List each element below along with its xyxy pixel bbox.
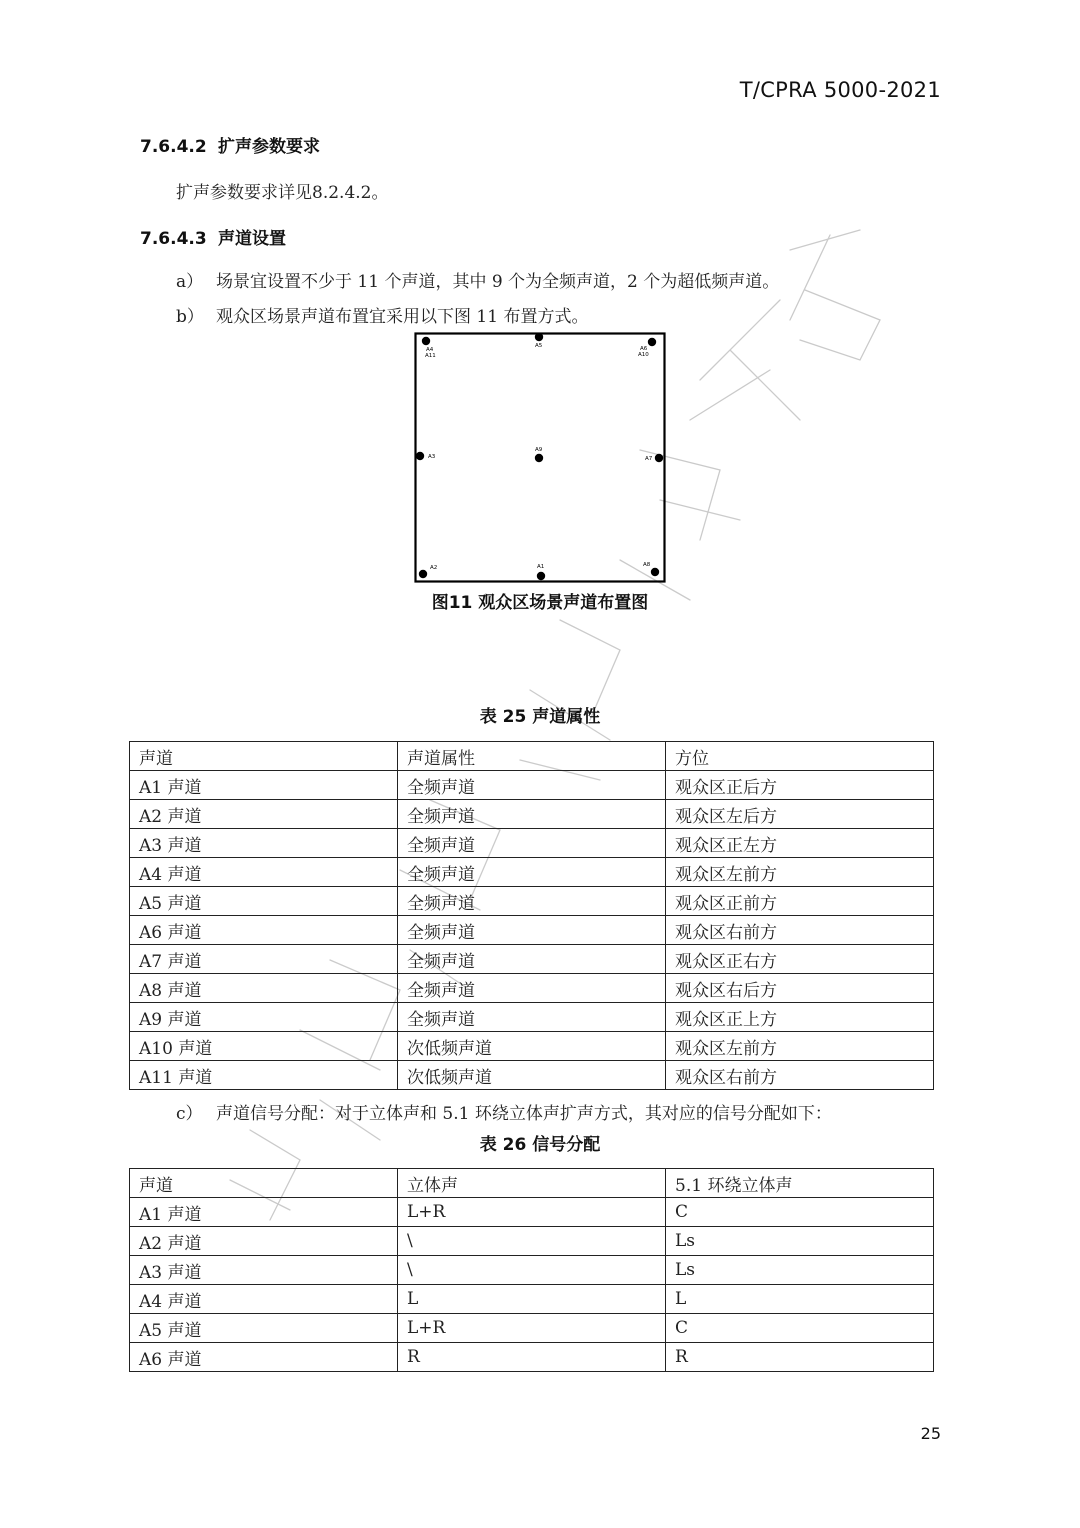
table-cell: A6 声道 <box>130 1343 398 1372</box>
table-cell: A2 声道 <box>130 800 398 829</box>
speaker-a1-dot <box>537 572 545 580</box>
table-cell: 观众区右前方 <box>666 916 934 945</box>
label-a7: A7 <box>645 456 653 462</box>
table-row <box>130 1003 934 1032</box>
table-row <box>130 974 934 1003</box>
table-cell: A3 声道 <box>130 1256 398 1285</box>
table-row <box>130 771 934 800</box>
table-cell: Ls <box>666 1227 934 1256</box>
table-cell: 观众区右后方 <box>666 974 934 1003</box>
table-cell: 观众区正前方 <box>666 887 934 916</box>
table-cell: 全频声道 <box>398 829 666 858</box>
table-cell: A6 声道 <box>130 916 398 945</box>
table-cell: 全频声道 <box>398 974 666 1003</box>
label-a2: A2 <box>430 565 438 571</box>
table-cell: A4 声道 <box>130 1285 398 1314</box>
speaker-a4-dot <box>422 337 430 345</box>
table-cell: 次低频声道 <box>398 1061 666 1090</box>
section-title: 声道设置 <box>218 229 286 249</box>
speaker-a5-dot <box>535 333 543 341</box>
table-cell: L+R <box>398 1198 666 1227</box>
label-a10: A10 <box>638 352 649 358</box>
table-25-title: 表 25 声道属性 <box>479 707 601 727</box>
table-cell: 观众区右前方 <box>666 1061 934 1090</box>
label-a3: A3 <box>428 454 436 460</box>
table-cell: 观众区正左方 <box>666 829 934 858</box>
table-cell: A10 声道 <box>130 1032 398 1061</box>
table-26-title: 表 26 信号分配 <box>479 1135 601 1155</box>
table-header-cell: 立体声 <box>398 1169 666 1198</box>
table-header-cell: 方位 <box>666 742 934 771</box>
table-cell: R <box>666 1343 934 1372</box>
label-a4: A4 <box>426 347 434 353</box>
table-cell: 全频声道 <box>398 887 666 916</box>
table-cell: 全频声道 <box>398 945 666 974</box>
figure-caption: 图11 观众区场景声道布置图 <box>431 593 649 613</box>
list-item-c <box>176 1099 832 1124</box>
list-text: 场景宜设置不少于 11 个声道，其中 9 个为全频声道，2 个为超低频声道。 <box>216 272 780 292</box>
table-cell: 观众区正右方 <box>666 945 934 974</box>
speaker-a2-dot <box>419 570 427 578</box>
speaker-a9-dot <box>535 454 543 462</box>
label-a5: A5 <box>535 343 543 349</box>
table-row <box>130 945 934 974</box>
table-cell: A11 声道 <box>130 1061 398 1090</box>
table-row <box>130 858 934 887</box>
table-row <box>130 1343 934 1372</box>
section-title: 扩声参数要求 <box>218 137 320 157</box>
table-cell: C <box>666 1198 934 1227</box>
table-cell: 全频声道 <box>398 1003 666 1032</box>
table-cell: 全频声道 <box>398 916 666 945</box>
table-header-cell: 声道 <box>130 742 398 771</box>
section-body-text: 扩声参数要求详见8.2.4.2。 <box>176 183 389 203</box>
speaker-a3-dot <box>416 452 424 460</box>
table-row <box>130 916 934 945</box>
table-row <box>130 887 934 916</box>
table-cell: C <box>666 1314 934 1343</box>
table-row <box>130 1032 934 1061</box>
table-cell: L <box>398 1285 666 1314</box>
section-heading-7-6-4-3 <box>140 224 286 249</box>
table-cell: 观众区左前方 <box>666 1032 934 1061</box>
table-26-signal-assignment <box>129 1168 934 1372</box>
table-cell: A9 声道 <box>130 1003 398 1032</box>
table-row <box>130 1256 934 1285</box>
table-header-cell: 5.1 环绕立体声 <box>666 1169 934 1198</box>
table-cell: 观众区左后方 <box>666 800 934 829</box>
table-cell: A5 声道 <box>130 1314 398 1343</box>
table-row <box>130 1198 934 1227</box>
table-header-cell: 声道 <box>130 1169 398 1198</box>
table-header-row <box>130 742 934 771</box>
table-cell: A2 声道 <box>130 1227 398 1256</box>
table-cell: 次低频声道 <box>398 1032 666 1061</box>
table-cell: 观众区左前方 <box>666 858 934 887</box>
table-row <box>130 1227 934 1256</box>
table-row <box>130 829 934 858</box>
table-header-cell: 声道属性 <box>398 742 666 771</box>
table-cell: A4 声道 <box>130 858 398 887</box>
table-cell: 全频声道 <box>398 800 666 829</box>
section-number: 7.6.4.2 <box>140 137 207 157</box>
table-row <box>130 1314 934 1343</box>
label-a9: A9 <box>535 447 543 453</box>
table-cell: 全频声道 <box>398 771 666 800</box>
page-number: 25 <box>920 1424 941 1443</box>
list-item-a <box>176 267 779 292</box>
list-marker: a） <box>176 272 204 292</box>
table-cell: A3 声道 <box>130 829 398 858</box>
list-text: 声道信号分配：对于立体声和 5.1 环绕立体声扩声方式，其对应的信号分配如下： <box>216 1104 832 1124</box>
table-cell: A5 声道 <box>130 887 398 916</box>
table-cell: 观众区正上方 <box>666 1003 934 1032</box>
table-cell: 观众区正后方 <box>666 771 934 800</box>
section-heading-7-6-4-2 <box>140 132 320 157</box>
table-cell: Ls <box>666 1256 934 1285</box>
document-code: T/CPRA 5000-2021 <box>739 78 941 102</box>
table-cell: A1 声道 <box>130 1198 398 1227</box>
label-a11: A11 <box>425 353 436 359</box>
table-cell: \ <box>398 1256 666 1285</box>
section-number: 7.6.4.3 <box>140 229 207 249</box>
table-cell: R <box>398 1343 666 1372</box>
label-a6: A6 <box>640 346 648 352</box>
speaker-a7-dot <box>655 454 663 462</box>
table-cell: A1 声道 <box>130 771 398 800</box>
table-25-channel-attributes <box>129 741 934 1090</box>
table-cell: A8 声道 <box>130 974 398 1003</box>
label-a1: A1 <box>537 564 545 570</box>
table-row <box>130 1061 934 1090</box>
list-item-b <box>176 302 588 327</box>
list-text: 观众区场景声道布置宜采用以下图 11 布置方式。 <box>216 307 589 327</box>
table-header-row <box>130 1169 934 1198</box>
table-cell: L+R <box>398 1314 666 1343</box>
list-marker: b） <box>176 307 204 327</box>
table-cell: L <box>666 1285 934 1314</box>
table-row <box>130 800 934 829</box>
list-marker: c） <box>176 1104 203 1124</box>
speaker-a6-dot <box>648 338 656 346</box>
speaker-layout-diagram <box>414 332 666 583</box>
table-cell: \ <box>398 1227 666 1256</box>
table-row <box>130 1285 934 1314</box>
table-cell: A7 声道 <box>130 945 398 974</box>
speaker-a8-dot <box>651 568 659 576</box>
table-cell: 全频声道 <box>398 858 666 887</box>
label-a8: A8 <box>643 562 651 568</box>
